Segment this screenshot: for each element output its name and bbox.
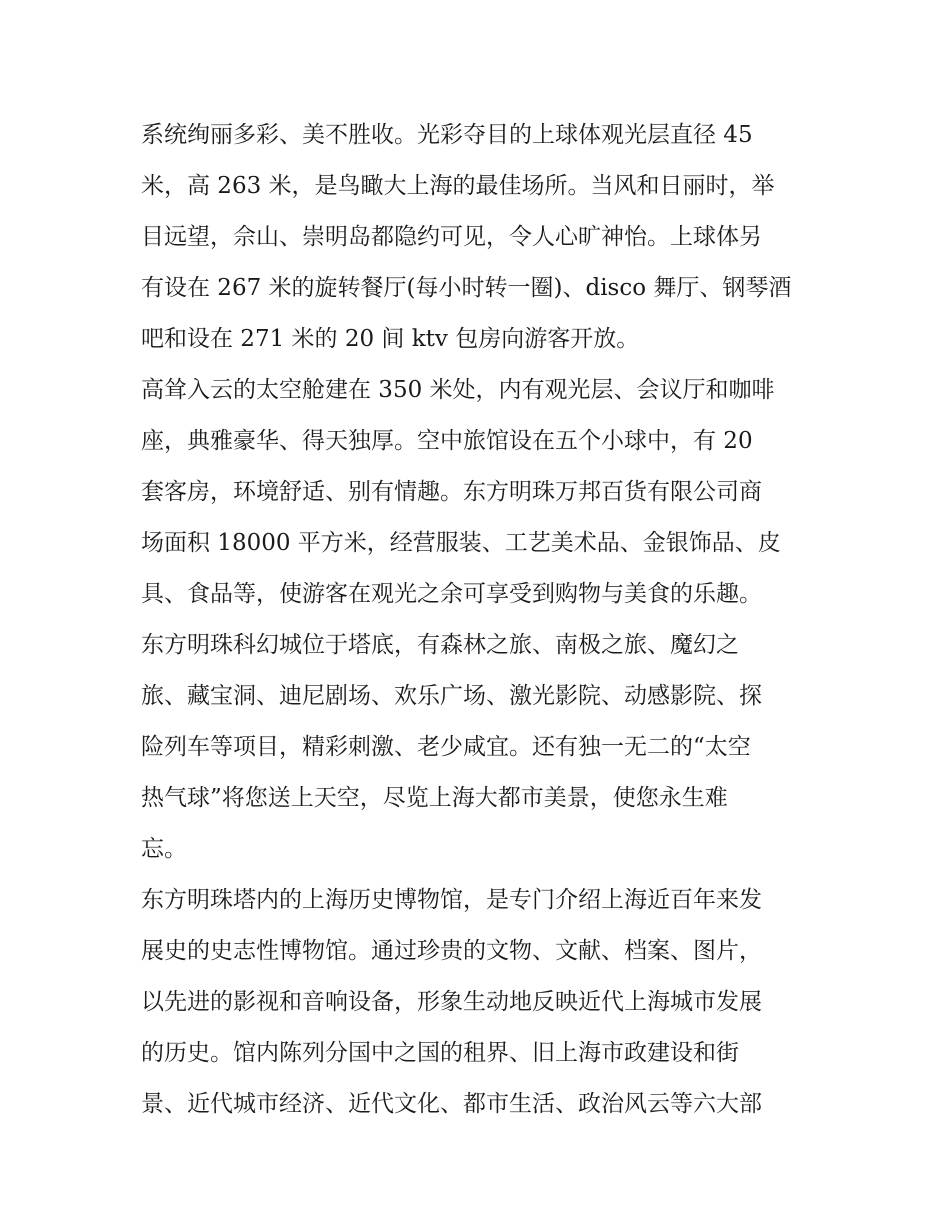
text-line: 有设在 267 米的旋转餐厅(每小时转一圈)、disco 舞厅、钢琴酒 — [141, 275, 792, 301]
text-line: 高耸入云的太空舱建在 350 米处，内有观光层、会议厅和咖啡 — [141, 377, 775, 403]
text-line: 米，高 263 米，是鸟瞰大上海的最佳场所。当风和日丽时，举 — [141, 173, 775, 199]
text-line: 东方明珠塔内的上海历史博物馆，是专门介绍上海近百年来发 — [141, 887, 762, 913]
text-line: 目远望，佘山、崇明岛都隐约可见，令人心旷神怡。上球体另 — [141, 224, 762, 250]
text-line: 热气球”将您送上天空，尽览上海大都市美景，使您永生难 — [141, 785, 728, 811]
text-line: 系统绚丽多彩、美不胜收。光彩夺目的上球体观光层直径 45 — [141, 122, 753, 148]
body-text — [141, 110, 821, 1130]
text-line: 险列车等项目，精彩刺激、老少咸宜。还有独一无二的“太空 — [141, 734, 751, 760]
text-line: 吧和设在 271 米的 20 间 ktv 包房向游客开放。 — [141, 326, 640, 352]
text-line: 忘。 — [141, 836, 187, 862]
text-line: 以先进的影视和音响设备，形象生动地反映近代上海城市发展 — [141, 989, 762, 1015]
text-line: 旅、藏宝洞、迪尼剧场、欢乐广场、激光影院、动感影院、探 — [141, 683, 762, 709]
text-line: 东方明珠科幻城位于塔底，有森林之旅、南极之旅、魔幻之 — [141, 632, 739, 658]
text-line: 具、食品等，使游客在观光之余可享受到购物与美食的乐趣。 — [141, 581, 762, 607]
text-line: 场面积 18000 平方米，经营服装、工艺美术品、金银饰品、皮 — [141, 530, 781, 556]
text-line: 展史的史志性博物馆。通过珍贵的文物、文献、档案、图片， — [141, 938, 762, 964]
text-line: 座，典雅豪华、得天独厚。空中旅馆设在五个小球中，有 20 — [141, 428, 753, 454]
text-line: 景、近代城市经济、近代文化、都市生活、政治风云等六大部 — [141, 1091, 762, 1117]
text-line: 的历史。馆内陈列分国中之国的租界、旧上海市政建设和街 — [141, 1040, 739, 1066]
text-line: 套客房，环境舒适、别有情趣。东方明珠万邦百货有限公司商 — [141, 479, 762, 505]
